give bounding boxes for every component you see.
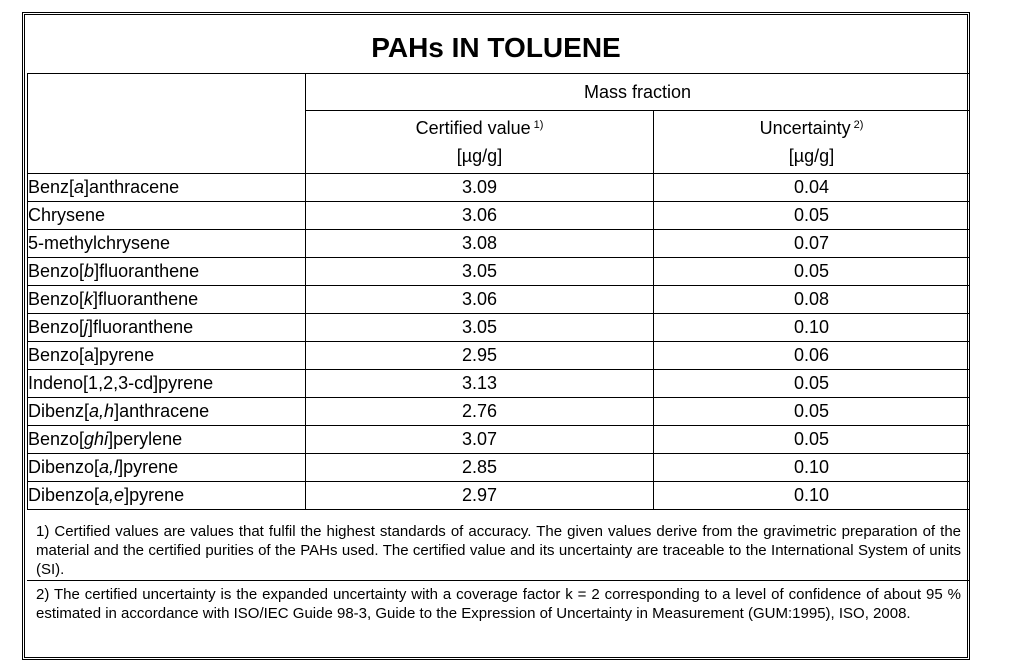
analyte-name (28, 314, 306, 342)
certified-value-header (306, 111, 654, 174)
analyte-name-text: Benzo[ (28, 429, 85, 449)
certified-value-footnote-ref: 1) (533, 118, 544, 131)
certified-value-cell: 2.85 (306, 454, 654, 482)
analyte-name (28, 482, 306, 510)
page-title: PAHs IN TOLUENE (371, 32, 621, 63)
analyte-name-text: Benz[ (28, 177, 75, 197)
analyte-name-suffix: ]fluoranthene (93, 289, 199, 309)
uncertainty-cell: 0.06 (654, 342, 970, 370)
analyte-name-text: 5-methylchrysene (28, 233, 171, 253)
uncertainty-cell: 0.08 (654, 286, 970, 314)
uncertainty-cell: 0.05 (654, 426, 970, 454)
table-row (28, 426, 970, 454)
analyte-name-text: Dibenzo[ (28, 457, 100, 477)
analyte-name (28, 174, 306, 202)
analyte-name-italic: a,l (99, 457, 119, 477)
uncertainty-cell: 0.10 (654, 314, 970, 342)
certified-value-cell: 3.07 (306, 426, 654, 454)
analyte-name-text: Dibenz[ (28, 401, 90, 421)
analyte-name (28, 258, 306, 286)
analyte-name (28, 370, 306, 398)
certified-value-cell: 3.06 (306, 202, 654, 230)
table-row (28, 230, 970, 258)
analyte-name-suffix: ]fluoranthene (94, 261, 200, 281)
certified-value-cell: 2.76 (306, 398, 654, 426)
analyte-name-text: Benzo[ (28, 317, 85, 337)
analyte-name-suffix: ]perylene (108, 429, 183, 449)
table-row (28, 454, 970, 482)
analyte-name-text: Benzo[a]pyrene (28, 345, 155, 365)
analyte-name (28, 202, 306, 230)
table-body (28, 174, 970, 510)
analyte-name-suffix: ]fluoranthene (88, 317, 194, 337)
certified-value-cell: 3.05 (306, 258, 654, 286)
certified-value-cell: 2.97 (306, 482, 654, 510)
certificate-table-frame (22, 12, 970, 660)
table-row (28, 482, 970, 510)
uncertainty-label: Uncertainty (759, 117, 851, 138)
analyte-name-text: Chrysene (28, 205, 106, 225)
analyte-name (28, 426, 306, 454)
uncertainty-footnote-ref: 2) (853, 118, 864, 131)
analyte-name-text: Benzo[ (28, 289, 85, 309)
mass-fraction-header: Mass fraction (306, 74, 970, 111)
certified-value-cell: 2.95 (306, 342, 654, 370)
certified-value-cell: 3.05 (306, 314, 654, 342)
table-row (28, 258, 970, 286)
table-row (28, 314, 970, 342)
uncertainty-unit: [µg/g] (788, 145, 835, 166)
uncertainty-cell: 0.10 (654, 482, 970, 510)
uncertainty-cell: 0.05 (654, 258, 970, 286)
table-row (28, 370, 970, 398)
analyte-name-text: Dibenzo[ (28, 485, 100, 505)
certified-value-label: Certified value (415, 117, 531, 138)
analyte-name (28, 454, 306, 482)
analyte-header-cell (28, 74, 306, 174)
analyte-name-suffix: ]pyrene (124, 485, 185, 505)
analyte-name-italic: a,e (99, 485, 125, 505)
analyte-name-text: Benzo[ (28, 261, 85, 281)
mass-fraction-table (27, 73, 970, 510)
certified-value-cell: 3.09 (306, 174, 654, 202)
certified-value-cell: 3.13 (306, 370, 654, 398)
table-row (28, 202, 970, 230)
uncertainty-cell: 0.04 (654, 174, 970, 202)
table-row (28, 286, 970, 314)
uncertainty-cell: 0.07 (654, 230, 970, 258)
certified-value-cell: 3.06 (306, 286, 654, 314)
analyte-name-italic: a (74, 177, 85, 197)
analyte-name-suffix: ]pyrene (118, 457, 179, 477)
analyte-name (28, 286, 306, 314)
footnote-1: 1) Certified values are values that fulfil the highest standards of accuracy. The given values derive from the gravimetric preparation of the material and the certified purities of the PAHs used. The certified value and its uncertainty are traceable to the International System of units (SI). (27, 519, 969, 581)
uncertainty-cell: 0.05 (654, 202, 970, 230)
analyte-name-italic: a,h (89, 401, 115, 421)
analyte-name-italic: k (84, 289, 94, 309)
analyte-name-text: Indeno[1,2,3-cd]pyrene (28, 373, 214, 393)
footnote-2: 2) The certified uncertainty is the expanded uncertainty with a coverage factor k = 2 corresponding to a level of confidence of about 95 % estimated in accordance with ISO/IEC Guide 98-3, Guide to the Expression of Uncertainty in Measurement (GUM:1995), ISO, 2008. (36, 586, 961, 622)
table-row (28, 342, 970, 370)
analyte-name-italic: ghi (84, 429, 109, 449)
analyte-name (28, 230, 306, 258)
analyte-name-italic: b (84, 261, 95, 281)
analyte-name-italic: j (84, 317, 89, 337)
certified-value-cell: 3.08 (306, 230, 654, 258)
table-row (28, 398, 970, 426)
certified-value-unit: [µg/g] (456, 145, 503, 166)
analyte-name (28, 342, 306, 370)
uncertainty-header (654, 111, 970, 174)
analyte-name (28, 398, 306, 426)
table-row (28, 174, 970, 202)
uncertainty-cell: 0.05 (654, 370, 970, 398)
uncertainty-cell: 0.05 (654, 398, 970, 426)
uncertainty-cell: 0.10 (654, 454, 970, 482)
analyte-name-suffix: ]anthracene (84, 177, 180, 197)
analyte-name-suffix: ]anthracene (114, 401, 210, 421)
